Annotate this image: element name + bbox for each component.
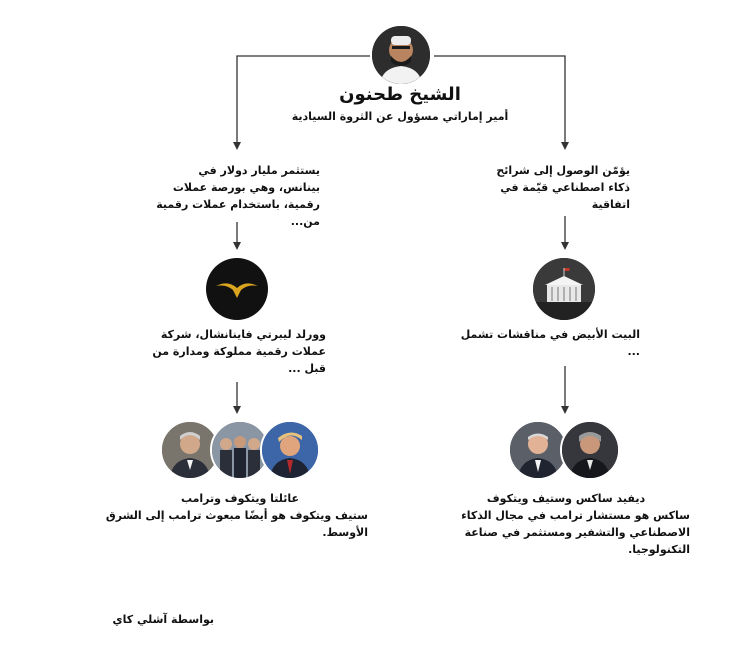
eagle-logo [206,258,268,320]
top-name: الشيخ طحنون [339,84,461,105]
left-description: يستثمر مليار دولار في بينانس، وهي بورصة عملات رقمية، باستخدام عملات رقمية من... [156,164,320,228]
person-icon [262,422,318,478]
portrait-icon [372,26,430,84]
right-people-title: ديفيد ساكس وستيف ويتكوف [486,492,646,505]
white-house-icon [533,258,595,320]
left-people-group [160,420,320,484]
white-house-logo [533,258,595,320]
right-entity: البيت الأبيض في مناقشات تشمل ... [460,328,640,358]
person-icon [562,422,618,478]
top-role: أمير إماراتي مسؤول عن الثروة السيادية [291,110,509,123]
right-people-note: ساكس هو مستشار ترامب في مجال الذكاء الاصطناعي والتشفير ومستثمر في صناعة التكنولوجيا. [461,509,690,556]
person-avatar [260,420,320,480]
top-portrait [370,24,432,86]
person-icon [510,422,566,478]
right-description: يؤمّن الوصول إلى شرائح ذكاء اصطناعي قيّمة في اتفاقية [496,164,630,211]
person-avatar [560,420,620,480]
credit: بواسطة آشلي كاي [112,613,214,626]
eagle-logo-icon [206,258,268,320]
left-people-note: ستيف ويتكوف هو أيضًا مبعوث ترامب إلى الشرق الأوسط. [105,509,368,539]
left-entity: وورلد ليبرتي فاينانشال، شركة عملات رقمية مملوكة ومدارة من قبل ... [152,328,326,375]
person-avatar [508,420,568,480]
left-people-title: عائلتا ويتكوف وترامب [180,492,300,505]
right-people-group [508,420,620,484]
